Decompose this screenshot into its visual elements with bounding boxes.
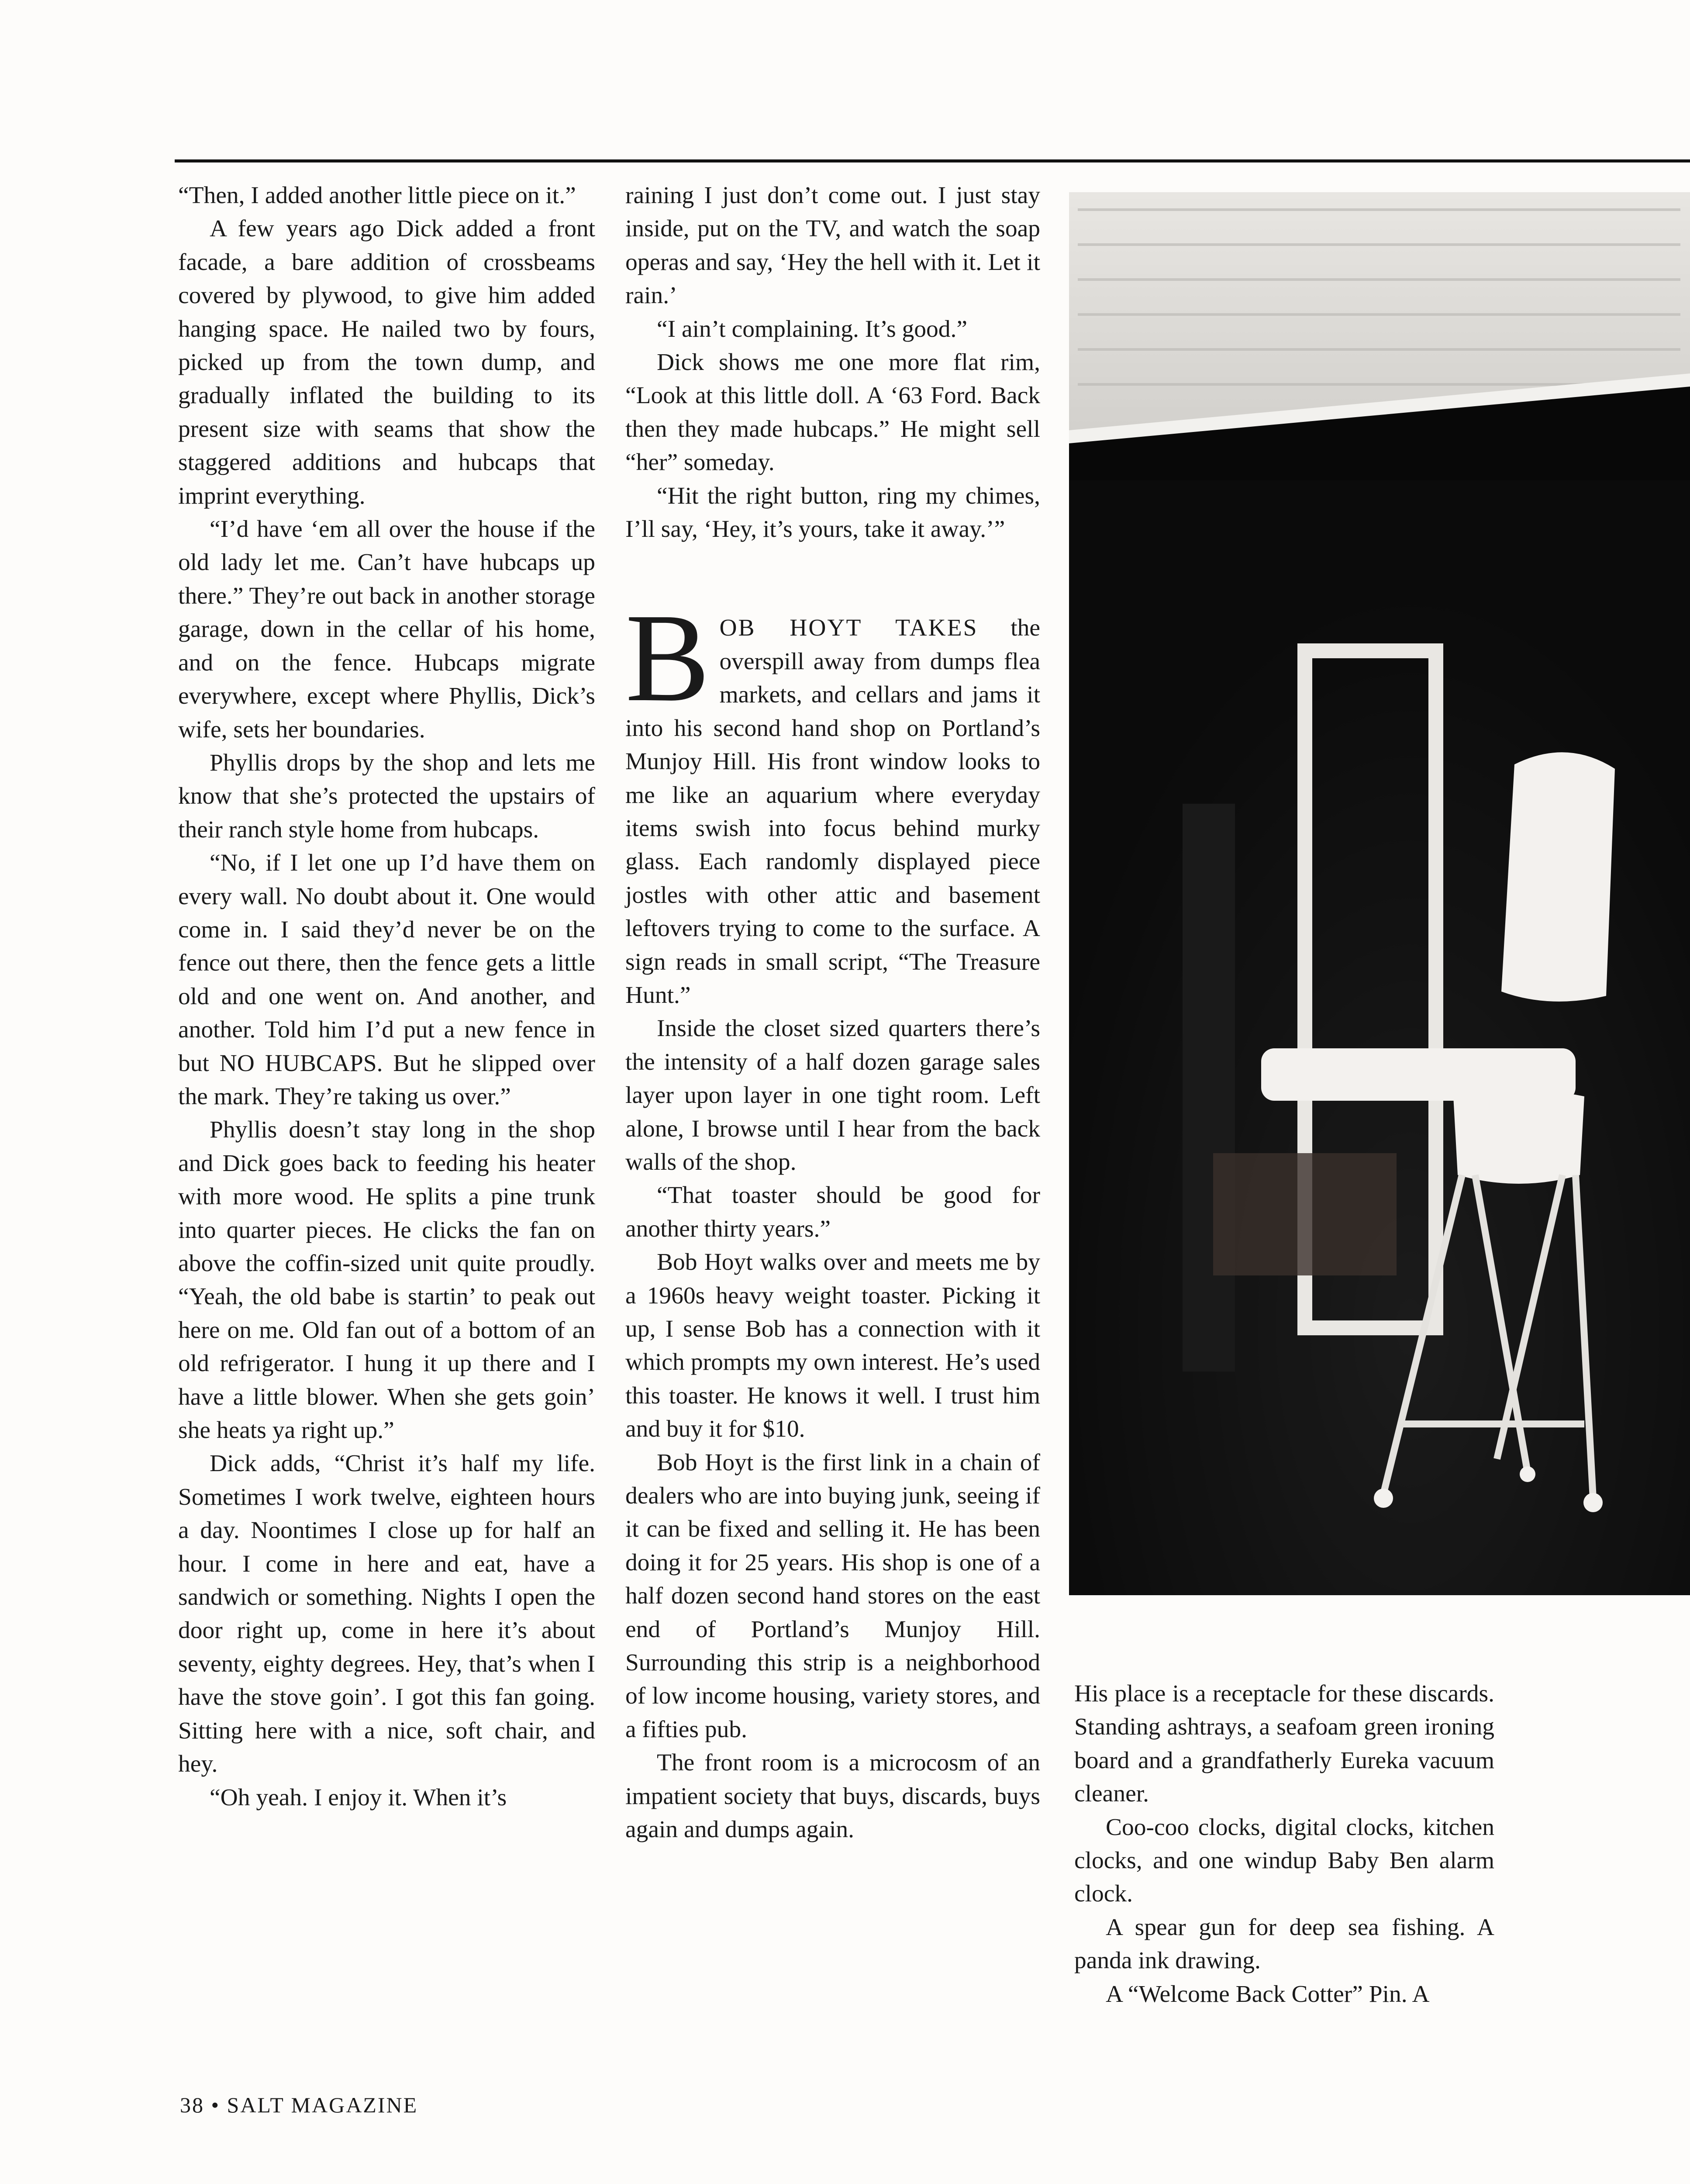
magazine-name: SALT MAGAZINE (227, 2093, 418, 2117)
paragraph: “Then, I added another little piece on it.” (178, 182, 576, 209)
paragraph: A few years ago Dick added a front facade, a bare addition of crossbeams covered by plywood, to give him added hanging space. He nailed two by fours, picked up from the town dump, and gradually inflated the building to its present size with seams that show the staggered additions and hubcaps that imprint everything. (178, 215, 595, 509)
paragraph: Phyllis drops by the shop and lets me know that she’s protected the upstairs of their ranch style home from hubcaps. (178, 749, 595, 843)
section-lead-paragraph (625, 587, 1040, 1012)
paragraph: His place is a receptacle for these discards. Standing ashtrays, a seafoam green ironing board and a grandfatherly Eureka vacuum cleaner. (1074, 1680, 1494, 1807)
paragraph: Coo-coo clocks, digital clocks, kitchen clocks, and one windup Baby Ben alarm clock. (1074, 1814, 1494, 1908)
paragraph: “I’d have ‘em all over the house if the old lady let me. Can’t have hubcaps up there.” They’re out back in another storage garage, down in the cellar of his home, and on the fence. Hubcaps migrate everywhere, except where Phyllis, Dick’s wife, sets her boundaries. (178, 516, 595, 743)
paragraph: “I ain’t complaining. It’s good.” (657, 315, 968, 342)
page-footer (180, 2092, 418, 2118)
page-number: 38 (180, 2093, 204, 2117)
paragraph: “Hit the right button, ring my chimes, I’ll say, ‘Hey, it’s yours, take it away.’” (625, 482, 1040, 543)
paragraph: The front room is a microcosm of an impatient society that buys, discards, buys again and dumps again. (625, 1749, 1040, 1843)
paragraph: Dick adds, “Christ it’s half my life. Sometimes I work twelve, eighteen hours a day. Noontimes I close up for half an hour. I come in here and eat, have a sandwich or something. Nights I open the door right up, come in here it’s about seventy, eighty degrees. Hey, that’s when I have the stove goin’. I got this fan going. Sitting here with a nice, soft chair, and hey. (178, 1450, 595, 1778)
paragraph: Bob Hoyt is the first link in a chain of dealers who are into buying junk, seeing if it can be fixed and selling it. He has been doing it for 25 years. His shop is one of a half dozen second hand stores on the east end of Portland’s Munjoy Hill. Surrounding this strip is a neighborhood of low income housing, variety stores, and a fifties pub. (625, 1449, 1040, 1743)
high-chair-photograph (1069, 192, 1690, 1595)
paragraph: “Oh yeah. I enjoy it. When it’s (210, 1784, 507, 1811)
paragraph: A spear gun for deep sea fishing. A panda ink drawing. (1074, 1914, 1494, 1974)
photo-high-chair (1069, 192, 1690, 1595)
drop-cap: B (625, 587, 710, 728)
paragraph: Dick shows me one more flat rim, “Look at this little doll. A ‘63 Ford. Back then they made hubcaps.” He might sell “her” someday. (625, 349, 1040, 476)
lead-in-caps: OB HOYT TAKES (719, 615, 978, 642)
article-column-2 (625, 179, 1040, 1847)
paragraph: A “Welcome Back Cotter” Pin. A (1106, 1980, 1430, 2008)
article-column-3 (1074, 1677, 1494, 2011)
paragraph: raining I just don’t come out. I just stay inside, put on the TV, and watch the soap operas and say, ‘Hey the hell with it. Let it rain.’ (625, 182, 1040, 309)
lead-paragraph-text: the overspill away from dumps flea markets, and cellars and jams it into his second hand shop on Portland’s Munjoy Hill. His front window looks to me like an aquarium where everyday items swish into focus behind murky glass. Each randomly displayed piece jostles with other attic and basement leftovers trying to come to the surface. A sign reads in small script, “The Treasure Hunt.” (625, 615, 1040, 1009)
paragraph: Phyllis doesn’t stay long in the shop and Dick goes back to feeding his heater with more wood. He splits a pine trunk into quarter pieces. He clicks the fan on above the coffin-sized unit quite proudly. “Yeah, the old babe is startin’ to peak out here on me. Old fan out of a bottom of an old refrigerator. I hung it up there and I have a little blower. When she gets goin’ she heats ya right up.” (178, 1116, 595, 1444)
top-rule (175, 159, 1690, 162)
article-column-1 (178, 179, 595, 1814)
paragraph: Inside the closet sized quarters there’s the intensity of a half dozen garage sales layer upon layer in one tight room. Left alone, I browse until I hear from the back walls of the shop. (625, 1015, 1040, 1175)
paragraph: “No, if I let one up I’d have them on every wall. No doubt about it. One would come in. I said they’d never be on the fence out there, then the fence gets a little old and one went on. And another, and another. Told him I’d put a new fence in but NO HUBCAPS. But he slipped over the mark. They’re taking us over.” (178, 850, 595, 1110)
footer-bullet: • (211, 2093, 221, 2117)
paragraph: “That toaster should be good for another thirty years.” (625, 1182, 1040, 1242)
paragraph: Bob Hoyt walks over and meets me by a 1960s heavy weight toaster. Picking it up, I sense Bob has a connection with it which prompts my own interest. He’s used this toaster. He knows it well. I trust him and buy it for $10. (625, 1249, 1040, 1443)
